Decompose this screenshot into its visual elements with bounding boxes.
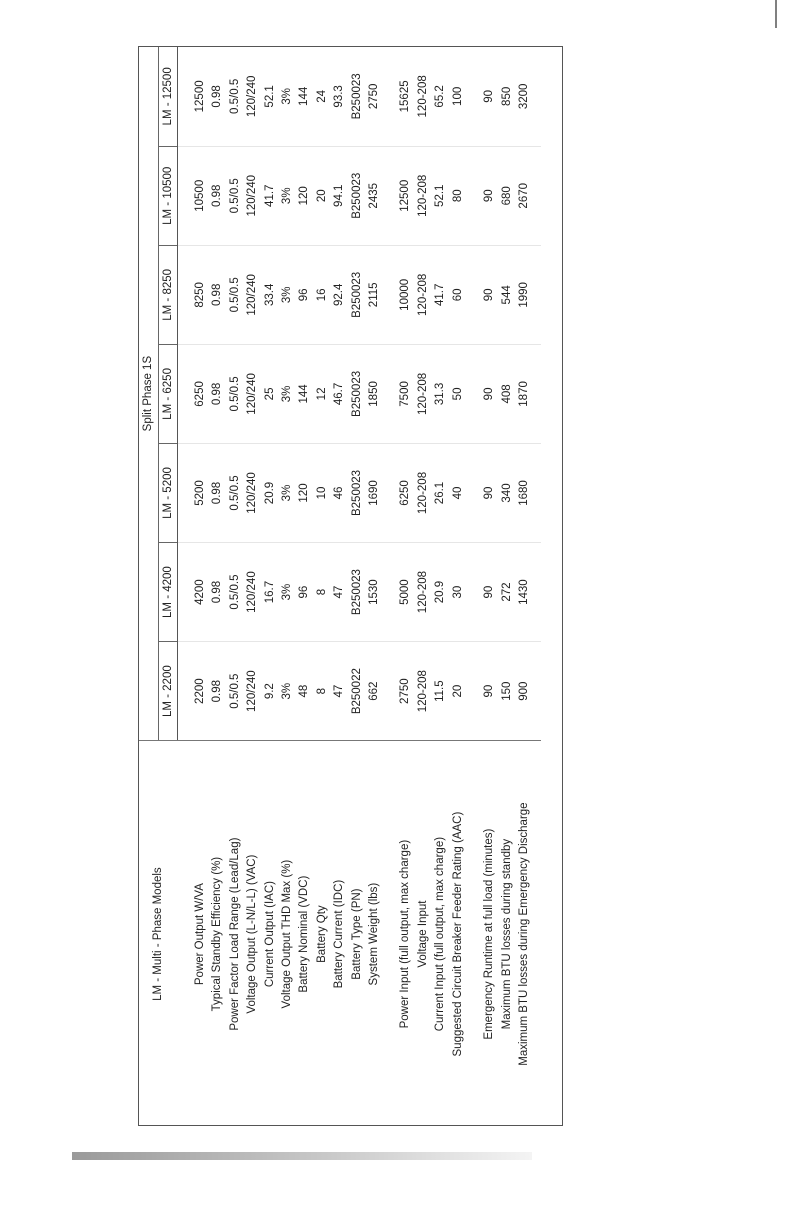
cell-value: 5000 xyxy=(397,543,414,642)
footer-gradient-bar xyxy=(72,1152,532,1160)
model-header: LM - 5200 xyxy=(159,443,178,542)
cell-value: 120/240 xyxy=(244,344,261,443)
cell-value: 94.1 xyxy=(331,146,348,245)
cell-value: 90 xyxy=(481,344,498,443)
cell-value: 90 xyxy=(481,47,498,146)
row-label: System Weight (lbs) xyxy=(366,741,383,1126)
header-row-phase xyxy=(139,47,159,1126)
cell-value: B250023 xyxy=(349,146,366,245)
cell-value: 90 xyxy=(481,642,498,741)
cell-value: 144 xyxy=(296,344,313,443)
cell-value: 8250 xyxy=(192,245,209,344)
cell-value: 65.2 xyxy=(432,47,449,146)
cell-value: 0.98 xyxy=(209,344,226,443)
cell-value: 90 xyxy=(481,245,498,344)
table-row xyxy=(366,47,383,1126)
table-row xyxy=(415,47,432,1126)
cell-value: 15625 xyxy=(397,47,414,146)
cell-value: 850 xyxy=(499,47,516,146)
model-header: LM - 10500 xyxy=(159,146,178,245)
cell-value: 1530 xyxy=(366,543,383,642)
model-header: LM - 2200 xyxy=(159,642,178,741)
cell-value: 5200 xyxy=(192,443,209,542)
cell-value: 100 xyxy=(450,47,467,146)
cell-value: 2750 xyxy=(366,47,383,146)
row-label: Power Input (full output, max charge) xyxy=(397,741,414,1126)
table-row xyxy=(227,47,244,1126)
spacer-row xyxy=(178,47,193,1126)
cell-value: 120/240 xyxy=(244,245,261,344)
cell-value: 1680 xyxy=(516,443,533,542)
cell-value: 12500 xyxy=(397,146,414,245)
cell-value: 30 xyxy=(450,543,467,642)
cell-value: 0.5/0.5 xyxy=(227,344,244,443)
model-header: LM - 6250 xyxy=(159,344,178,443)
cell-value: 46.7 xyxy=(331,344,348,443)
table-row xyxy=(432,47,449,1126)
cell-value: 20.9 xyxy=(262,443,279,542)
cell-value: 10000 xyxy=(397,245,414,344)
cell-value: 2750 xyxy=(397,642,414,741)
cell-value: B250023 xyxy=(349,443,366,542)
cell-value: 50 xyxy=(450,344,467,443)
table-row xyxy=(331,47,348,1126)
cell-value: 144 xyxy=(296,47,313,146)
table-title: LM - Multi - Phase Models xyxy=(139,741,178,1126)
cell-value: 0.5/0.5 xyxy=(227,146,244,245)
cell-value: 52.1 xyxy=(432,146,449,245)
cell-value: 272 xyxy=(499,543,516,642)
cell-value: 1990 xyxy=(516,245,533,344)
cell-value: 2200 xyxy=(192,642,209,741)
cell-value: 120-208 xyxy=(415,245,432,344)
cell-value: 11.5 xyxy=(432,642,449,741)
cell-value: 16.7 xyxy=(262,543,279,642)
cell-value: 26.1 xyxy=(432,443,449,542)
cell-value: 120/240 xyxy=(244,443,261,542)
cell-value: 4200 xyxy=(192,543,209,642)
cell-value: 3200 xyxy=(516,47,533,146)
table-row xyxy=(516,47,533,1126)
cell-value: 48 xyxy=(296,642,313,741)
cell-value: 25 xyxy=(262,344,279,443)
cell-value: 2435 xyxy=(366,146,383,245)
cell-value: 41.7 xyxy=(262,146,279,245)
spacer-row xyxy=(533,47,541,1126)
row-label: Power Output W/VA xyxy=(192,741,209,1126)
cell-value: 0.5/0.5 xyxy=(227,245,244,344)
cell-value: 0.98 xyxy=(209,245,226,344)
cell-value: 1850 xyxy=(366,344,383,443)
spec-table-body xyxy=(178,47,542,1126)
cell-value: 47 xyxy=(331,642,348,741)
spacer-row xyxy=(383,47,397,1126)
row-label: Battery Qty xyxy=(314,741,331,1126)
cell-value: 120-208 xyxy=(415,642,432,741)
cell-value: 120-208 xyxy=(415,344,432,443)
cell-value: 120/240 xyxy=(244,146,261,245)
cell-value: 544 xyxy=(499,245,516,344)
cell-value: 92.4 xyxy=(331,245,348,344)
cell-value: 120-208 xyxy=(415,443,432,542)
row-label: Emergency Runtime at full load (minutes) xyxy=(481,741,498,1126)
cell-value: 8 xyxy=(314,642,331,741)
cell-value: 90 xyxy=(481,146,498,245)
cell-value: 46 xyxy=(331,443,348,542)
cell-value: 0.5/0.5 xyxy=(227,443,244,542)
cell-value: 20 xyxy=(450,642,467,741)
cell-value: 12 xyxy=(314,344,331,443)
cell-value: 340 xyxy=(499,443,516,542)
spec-table-frame xyxy=(138,46,563,1126)
cell-value: 6250 xyxy=(397,443,414,542)
cell-value: 96 xyxy=(296,245,313,344)
row-label: Battery Type (PN) xyxy=(349,741,366,1126)
cell-value: 20.9 xyxy=(432,543,449,642)
table-row xyxy=(209,47,226,1126)
table-row xyxy=(314,47,331,1126)
table-row xyxy=(262,47,279,1126)
cell-value: 3% xyxy=(279,245,296,344)
phase-header: Split Phase 1S xyxy=(139,47,159,741)
model-header: LM - 8250 xyxy=(159,245,178,344)
cell-value: B250023 xyxy=(349,245,366,344)
cell-value: 40 xyxy=(450,443,467,542)
cell-value: 90 xyxy=(481,443,498,542)
cell-value: 0.98 xyxy=(209,146,226,245)
cell-value: 120 xyxy=(296,443,313,542)
cell-value: 2115 xyxy=(366,245,383,344)
cell-value: 12500 xyxy=(192,47,209,146)
cell-value: 120-208 xyxy=(415,47,432,146)
row-label: Voltage Output THD Max (%) xyxy=(279,741,296,1126)
cell-value: 80 xyxy=(450,146,467,245)
table-row xyxy=(296,47,313,1126)
cell-value: 3% xyxy=(279,47,296,146)
cell-value: 150 xyxy=(499,642,516,741)
row-label: Battery Nominal (VDC) xyxy=(296,741,313,1126)
cell-value: 7500 xyxy=(397,344,414,443)
cell-value: 2670 xyxy=(516,146,533,245)
row-label: Power Factor Load Range (Lead/Lag) xyxy=(227,741,244,1126)
row-label: Current Input (full output, max charge) xyxy=(432,741,449,1126)
cell-value: 662 xyxy=(366,642,383,741)
cell-value: 3% xyxy=(279,642,296,741)
row-label: Voltage Output (L-N/L-L) (VAC) xyxy=(244,741,261,1126)
cell-value: 47 xyxy=(331,543,348,642)
cell-value: 90 xyxy=(481,543,498,642)
cell-value: 120 xyxy=(296,146,313,245)
cell-value: B250023 xyxy=(349,543,366,642)
rotated-spec-table xyxy=(139,47,563,1126)
cell-value: 3% xyxy=(279,146,296,245)
cell-value: 408 xyxy=(499,344,516,443)
cell-value: 0.98 xyxy=(209,47,226,146)
cell-value: 96 xyxy=(296,543,313,642)
cell-value: 120/240 xyxy=(244,47,261,146)
cell-value: 1690 xyxy=(366,443,383,542)
cell-value: 0.98 xyxy=(209,543,226,642)
cell-value: 10 xyxy=(314,443,331,542)
cell-value: 120-208 xyxy=(415,543,432,642)
table-row xyxy=(244,47,261,1126)
cell-value: 1430 xyxy=(516,543,533,642)
cell-value: 3% xyxy=(279,344,296,443)
cell-value: 0.5/0.5 xyxy=(227,543,244,642)
table-row xyxy=(349,47,366,1126)
cell-value: 680 xyxy=(499,146,516,245)
table-row xyxy=(192,47,209,1126)
cell-value: B250023 xyxy=(349,47,366,146)
table-row xyxy=(481,47,498,1126)
cell-value: 6250 xyxy=(192,344,209,443)
table-row xyxy=(450,47,467,1126)
cell-value: 120/240 xyxy=(244,543,261,642)
cell-value: B250023 xyxy=(349,344,366,443)
cell-value: 1870 xyxy=(516,344,533,443)
spec-table xyxy=(139,47,541,1126)
cell-value: 60 xyxy=(450,245,467,344)
cell-value: 52.1 xyxy=(262,47,279,146)
cell-value: 24 xyxy=(314,47,331,146)
cell-value: 0.98 xyxy=(209,642,226,741)
crop-mark-icon xyxy=(766,0,786,40)
cell-value: 900 xyxy=(516,642,533,741)
cell-value: 0.5/0.5 xyxy=(227,47,244,146)
table-row xyxy=(397,47,414,1126)
cell-value: B250022 xyxy=(349,642,366,741)
model-header: LM - 12500 xyxy=(159,47,178,146)
cell-value: 33.4 xyxy=(262,245,279,344)
cell-value: 3% xyxy=(279,543,296,642)
table-row xyxy=(279,47,296,1126)
row-label: Typical Standby Efficiency (%) xyxy=(209,741,226,1126)
cell-value: 120-208 xyxy=(415,146,432,245)
row-label: Battery Current (IDC) xyxy=(331,741,348,1126)
row-label: Current Output (IAC) xyxy=(262,741,279,1126)
cell-value: 120/240 xyxy=(244,642,261,741)
row-label: Voltage Input xyxy=(415,741,432,1126)
cell-value: 41.7 xyxy=(432,245,449,344)
cell-value: 9.2 xyxy=(262,642,279,741)
model-header: LM - 4200 xyxy=(159,543,178,642)
row-label: Suggested Circuit Breaker Feeder Rating (AAC) xyxy=(450,741,467,1126)
cell-value: 8 xyxy=(314,543,331,642)
cell-value: 16 xyxy=(314,245,331,344)
cell-value: 3% xyxy=(279,443,296,542)
cell-value: 0.5/0.5 xyxy=(227,642,244,741)
cell-value: 93.3 xyxy=(331,47,348,146)
cell-value: 10500 xyxy=(192,146,209,245)
row-label: Maximum BTU losses during standby xyxy=(499,741,516,1126)
cell-value: 20 xyxy=(314,146,331,245)
cell-value: 0.98 xyxy=(209,443,226,542)
cell-value: 31.3 xyxy=(432,344,449,443)
table-row xyxy=(499,47,516,1126)
spacer-row xyxy=(467,47,481,1126)
row-label: Maximum BTU losses during Emergency Discharge xyxy=(516,741,533,1126)
